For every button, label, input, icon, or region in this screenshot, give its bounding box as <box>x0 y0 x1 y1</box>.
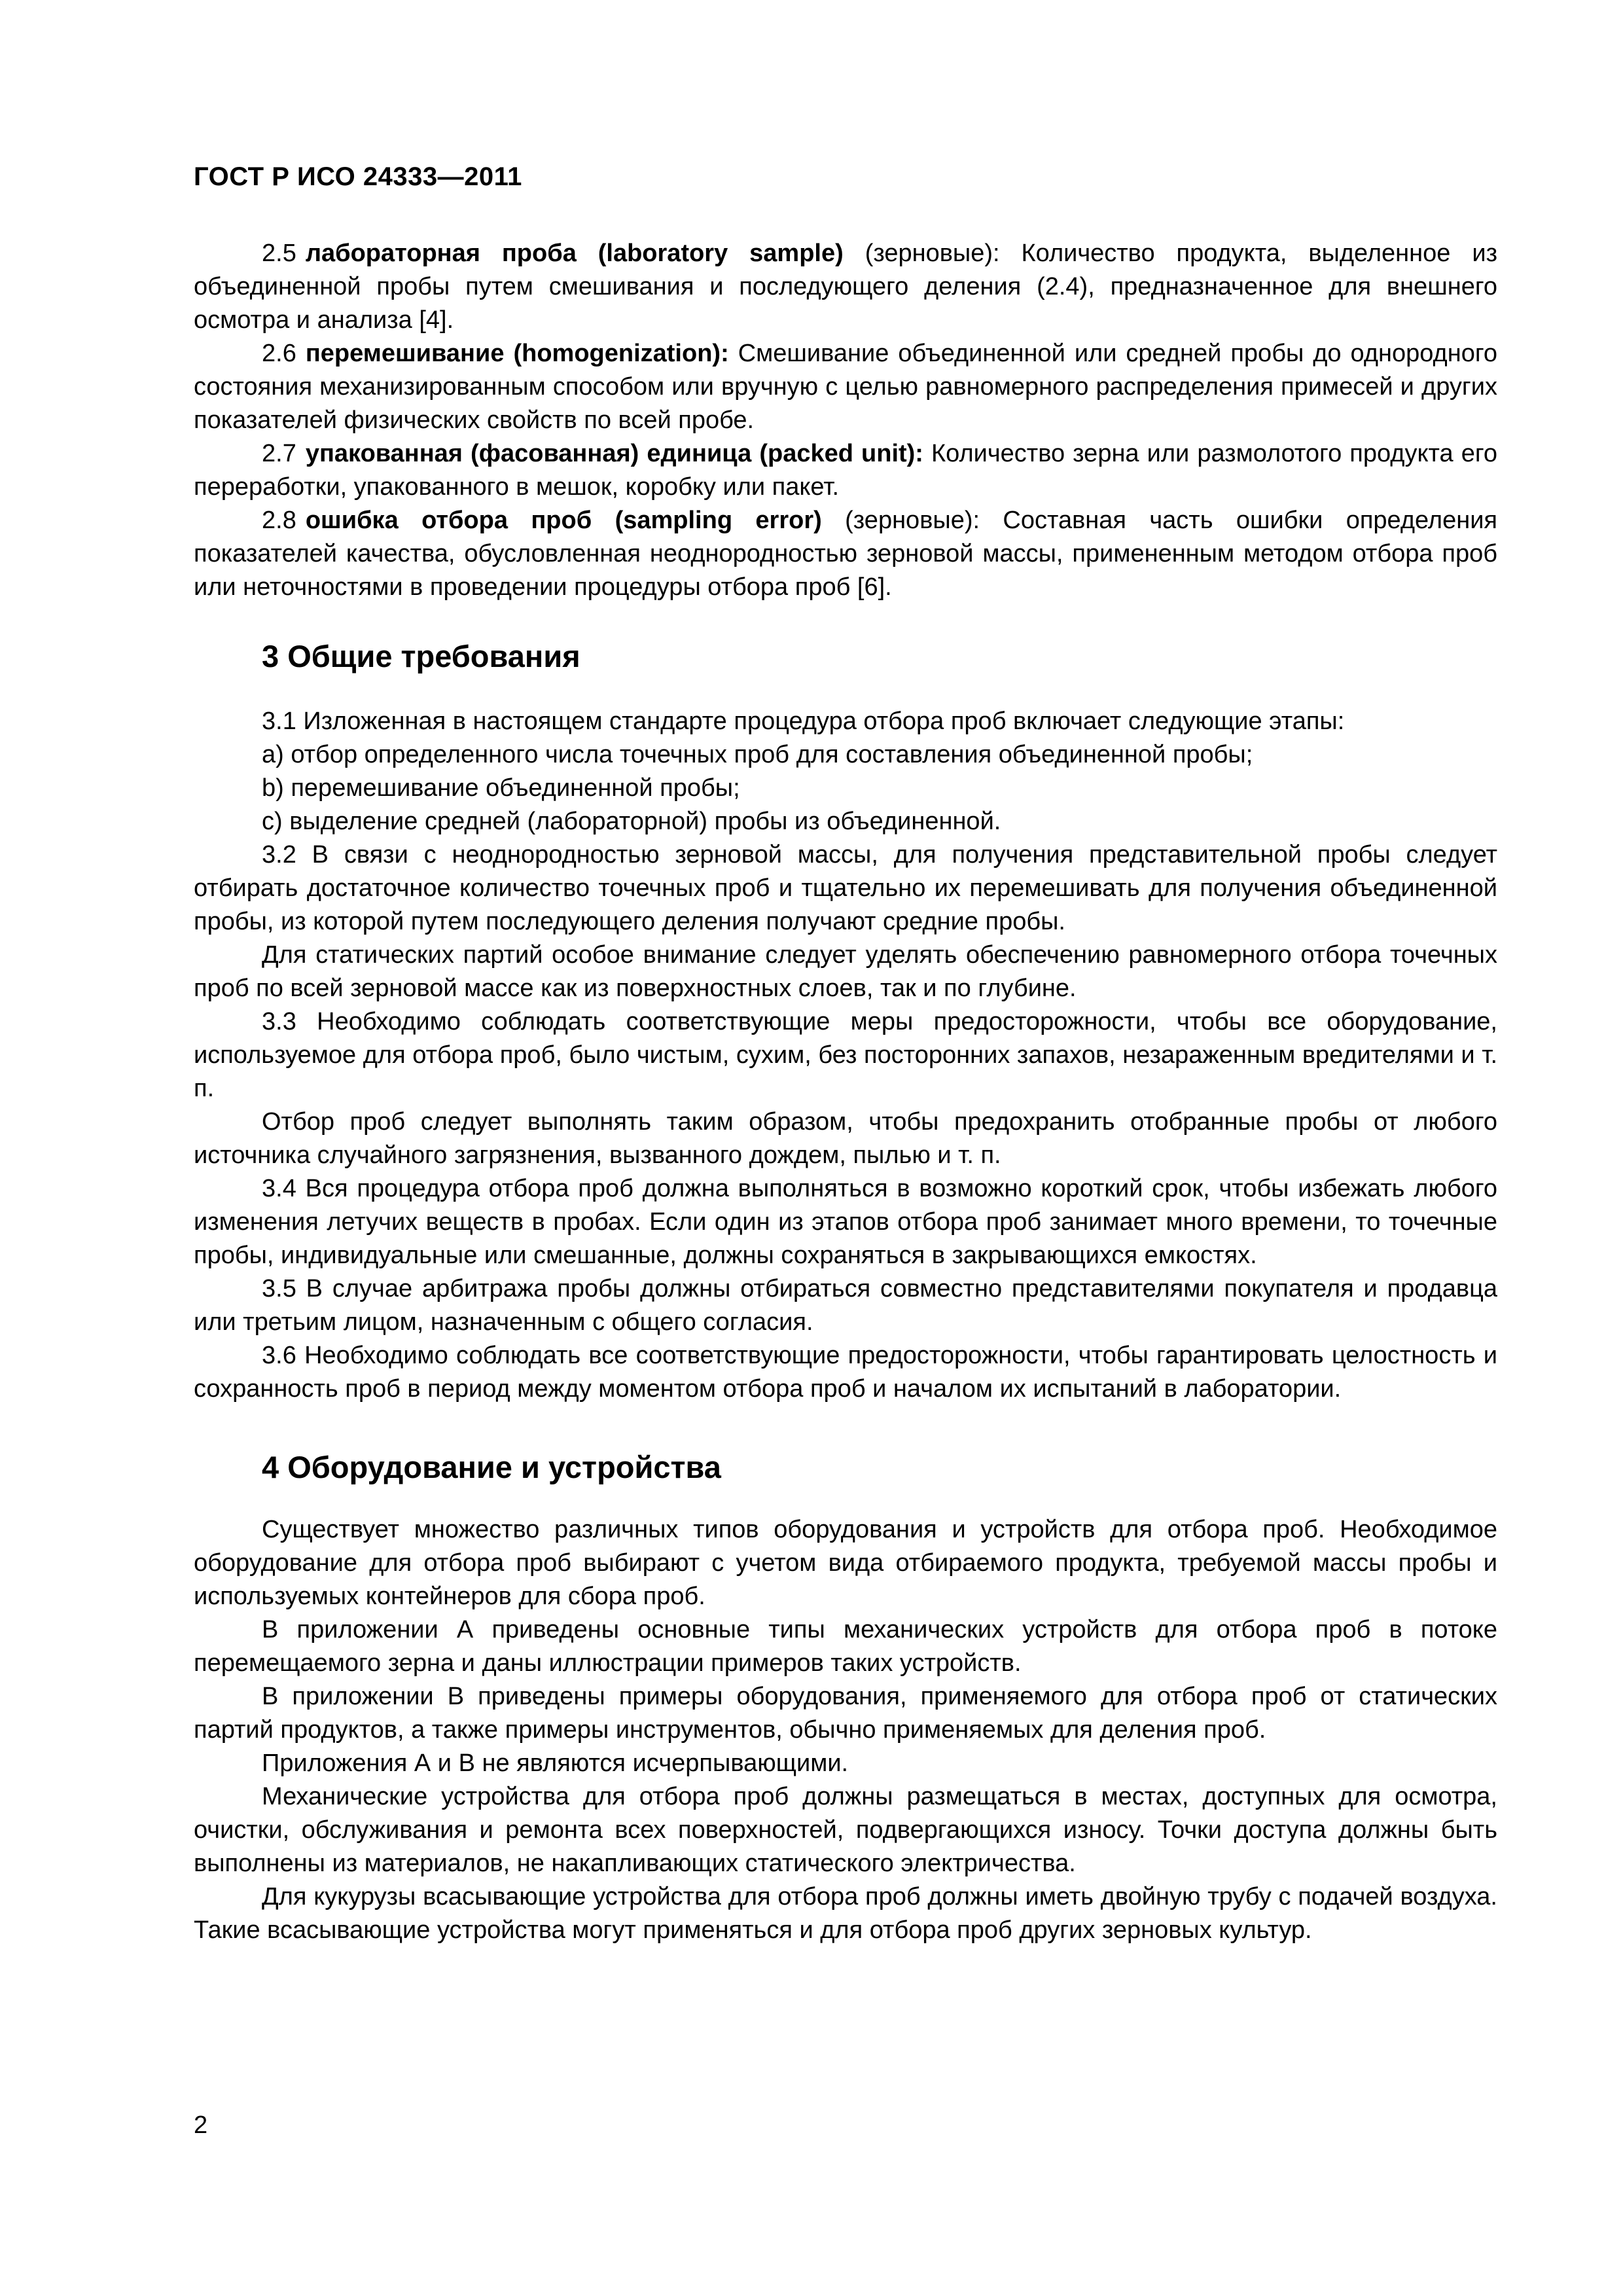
list-item-c: c) выделение средней (лабораторной) пробы из объединенной. <box>262 808 1001 835</box>
term: упакованная (фасованная) единица (packed unit): <box>305 440 923 467</box>
paragraph-3-6: 3.6 Необходимо соблюдать все соответствующие предосторожности, чтобы гарантировать целостность и сохранность проб в период между моментом отбора проб и началом их испытаний в лаборатории. <box>194 1342 1497 1403</box>
paragraph-4-3: В приложении В приведены примеры оборудования, применяемого для отбора проб от статических партий продуктов, а также примеры инструментов, обычно применяемых для деления проб. <box>194 1683 1497 1744</box>
page-content <box>194 237 1497 1947</box>
paragraph-4-5: Механические устройства для отбора проб должны размещаться в местах, доступных для осмотра, очистки, обслуживания и ремонта всех поверхностей, подвергающихся износу. Точки доступа должны быть выполнены из материалов, не накапливающих статического электричества. <box>194 1783 1497 1877</box>
definition-2-5: 2.5 лабораторная проба (laboratory sample) (зерновые): Количество продукта, выделенное из объединенной пробы путем смешивания и последующего деления (2.4), предназначенное для внешнего осмотра и анализа [4]. <box>194 240 1497 334</box>
paragraph-3-3-cont: Отбор проб следует выполнять таким образом, чтобы предохранить отобранные пробы от любого источника случайного загрязнения, вызванного дождем, пылью и т. п. <box>194 1108 1497 1169</box>
document-header: ГОСТ Р ИСО 24333—2011 <box>194 162 522 191</box>
section-4-heading: 4 Оборудование и устройства <box>262 1450 721 1484</box>
paragraph-3-5: 3.5 В случае арбитража пробы должны отбираться совместно представителями покупателя и продавца или третьим лицом, назначенным с общего согласия. <box>194 1275 1497 1336</box>
definition-2-8: 2.8 ошибка отбора проб (sampling error) (зерновые): Составная часть ошибки определения показателей качества, обусловленная неоднородностью зерновой массы, примененным методом отбора проб или неточностями в проведении процедуры отбора проб [6]. <box>194 507 1497 601</box>
term: ошибка отбора проб (sampling error) <box>305 507 822 534</box>
list-item-a: a) отбор определенного числа точечных проб для составления объединенной пробы; <box>262 741 1253 768</box>
page-number: 2 <box>194 2111 208 2139</box>
definition-2-7: 2.7 упакованная (фасованная) единица (packed unit): Количество зерна или размолотого продукта его переработки, упакованного в мешок, коробку или пакет. <box>194 440 1497 501</box>
paragraph-3-4: 3.4 Вся процедура отбора проб должна выполняться в возможно короткий срок, чтобы избежать любого изменения летучих веществ в пробах. Если один из этапов отбора проб занимает много времени, то точечные пробы, индивидуальные или смешанные, должны сохраняться в закрывающихся емкостях. <box>194 1175 1497 1269</box>
paragraph-3-2: 3.2 В связи с неоднородностью зерновой массы, для получения представительной пробы следует отбирать достаточное количество точечных проб и тщательно их перемешивать для получения объединенной пробы, из которой путем последующего деления получают средние пробы. <box>194 841 1497 935</box>
paragraph-3-1: 3.1 Изложенная в настоящем стандарте процедура отбора проб включает следующие этапы: <box>262 708 1345 735</box>
paragraph-3-3: 3.3 Необходимо соблюдать соответствующие меры предосторожности, чтобы все оборудование, используемое для отбора проб, было чистым, сухим, без посторонних запахов, незараженным вредителями и т. п. <box>194 1008 1497 1102</box>
paragraph-3-2-cont: Для статических партий особое внимание следует уделять обеспечению равномерного отбора точечных проб по всей зерновой массе как из поверхностных слоев, так и по глубине. <box>194 941 1497 1002</box>
section-3-heading: 3 Общие требования <box>262 639 580 673</box>
paragraph-4-4: Приложения А и В не являются исчерпывающими. <box>262 1749 849 1777</box>
term: перемешивание (homogenization): <box>305 340 729 367</box>
paragraph-4-2: В приложении А приведены основные типы механических устройств для отбора проб в потоке перемещаемого зерна и даны иллюстрации примеров таких устройств. <box>194 1616 1497 1677</box>
list-item-b: b) перемешивание объединенной пробы; <box>262 774 740 802</box>
paragraph-4-6: Для кукурузы всасывающие устройства для отбора проб должны иметь двойную трубу с подачей воздуха. Такие всасывающие устройства могут применяться и для отбора проб других зерновых культур. <box>194 1883 1497 1944</box>
definition-2-6: 2.6 перемешивание (homogenization): Смешивание объединенной или средней пробы до однородного состояния механизированным способом или вручную с целью равномерного распределения примесей и других показателей физических свойств по всей пробе. <box>194 340 1497 434</box>
term: лабораторная проба (laboratory sample) <box>305 240 844 267</box>
paragraph-4-1: Существует множество различных типов оборудования и устройств для отбора проб. Необходимое оборудование для отбора проб выбирают с учетом вида отбираемого продукта, требуемой массы пробы и используемых контейнеров для сбора проб. <box>194 1516 1497 1610</box>
